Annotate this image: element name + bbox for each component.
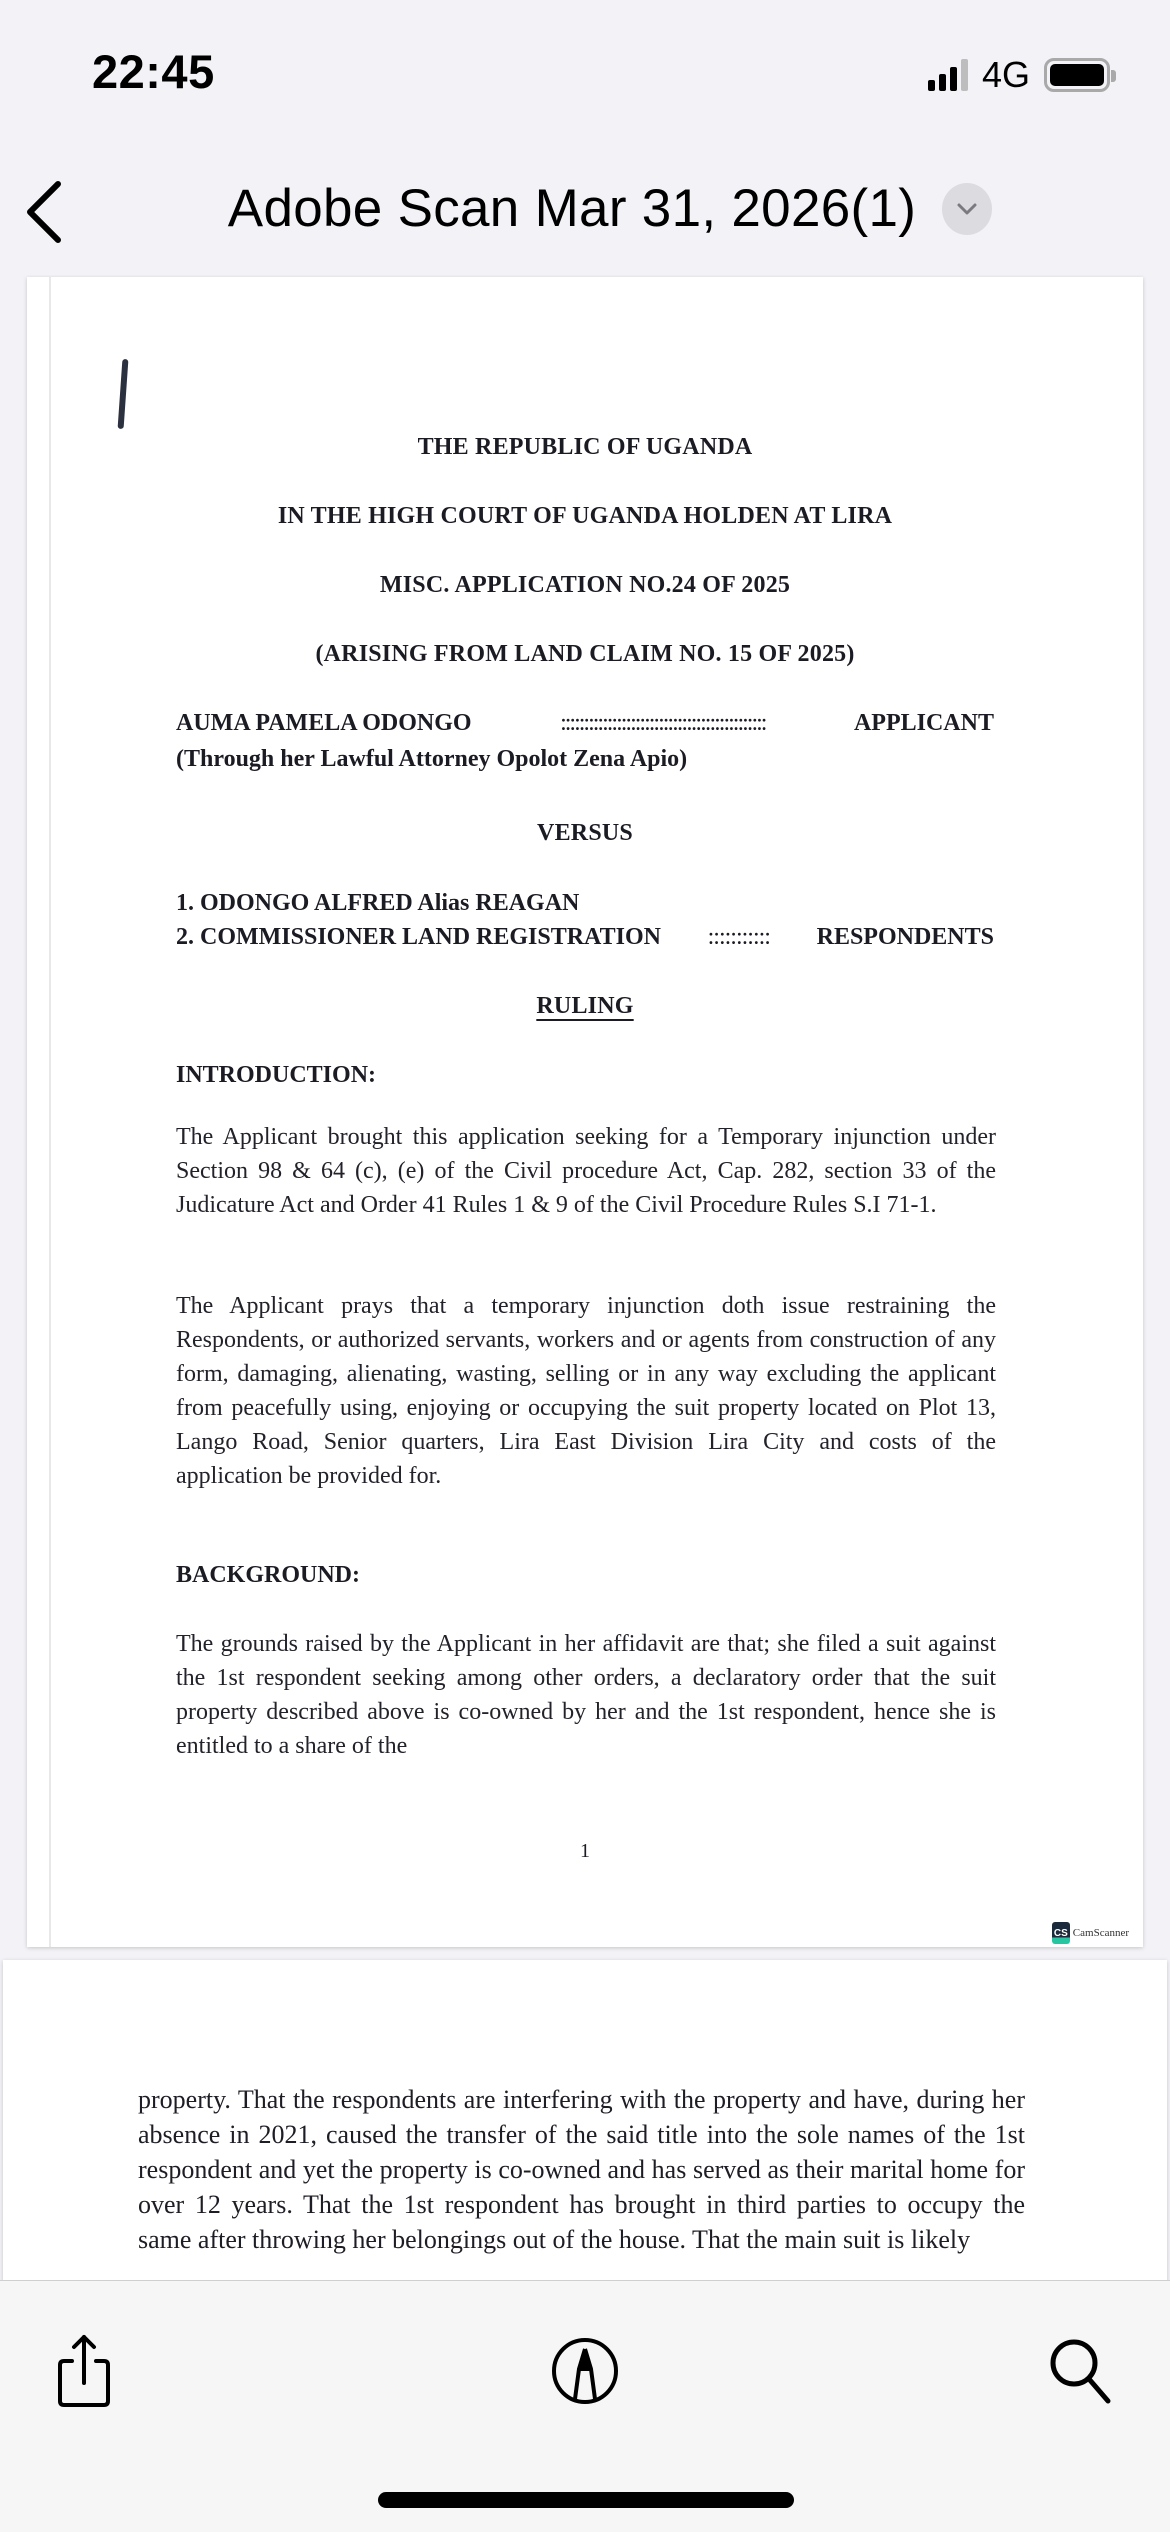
camscanner-logo-icon: CS (1052, 1922, 1070, 1944)
search-icon (1044, 2335, 1116, 2407)
header-application-no: MISC. APPLICATION NO.24 OF 2025 (379, 572, 791, 598)
respondent-dots: ::::::::::: (707, 924, 770, 950)
document-viewer[interactable] (0, 275, 1170, 2280)
document-page-1 (27, 277, 1143, 1947)
document-title[interactable]: Adobe Scan Mar 31, 2026(1) (227, 179, 917, 238)
navigation-bar (0, 150, 1170, 275)
respondent-2: 2. COMMISSIONER LAND REGISTRATION (176, 924, 661, 950)
page-2-paragraph: property. That the respondents are interfering with the property and have, during her absence in 2021, caused the transfer of the said title into the sole names of the 1st respondent and yet the property is co-owned and has served as their marital home for over 12 years. That the 1st respondent has brought in third parties to occupy the same after throwing her belongings out of the house. That the main suit is likely (138, 2085, 1025, 2254)
applicant-role: APPLICANT (853, 710, 994, 736)
intro-paragraph-2: The Applicant prays that a temporary injunction doth issue restraining the Respondents, or authorized servants, workers and or agents from construction of any form, damaging, alienating, wasting, selling or in any way excluding the applicant from peacefully using, enjoying or occupying the suit property located on Plot 13, Lango Road, Senior quarters, Lira East Division Lira City and costs of the application be provided for. (176, 1293, 996, 1489)
respondent-2-line (176, 924, 994, 951)
network-type: 4G (981, 54, 1030, 95)
chevron-down-icon (955, 201, 979, 217)
header-arising-from: (ARISING FROM LAND CLAIM NO. 15 OF 2025) (315, 641, 855, 667)
battery-icon (1044, 58, 1110, 92)
respondent-1: 1. ODONGO ALFRED Alias REAGAN (176, 890, 580, 916)
title-area (0, 178, 1170, 239)
page-number: 1 (580, 1840, 590, 1862)
applicant-name: AUMA PAMELA ODONGO (176, 710, 472, 736)
share-icon (52, 2331, 116, 2411)
title-menu-button[interactable] (942, 183, 992, 235)
camscanner-text: CamScanner (1072, 1927, 1129, 1939)
introduction-heading: INTRODUCTION: (176, 1062, 377, 1088)
home-indicator[interactable] (378, 2492, 794, 2508)
background-heading: BACKGROUND: (176, 1562, 360, 1588)
header-court: IN THE HIGH COURT OF UGANDA HOLDEN AT LIRA (277, 503, 893, 529)
markup-pen-icon (549, 2335, 621, 2407)
header-republic: THE REPUBLIC OF UGANDA (417, 434, 753, 460)
document-page-2 (3, 1960, 1167, 2280)
background-paragraph: The grounds raised by the Applicant in her affidavit are that; she filed a suit against the 1st respondent seeking among other orders, a declaratory order that the suit property described above is co-owned by her and the 1st respondent, hence she is entitled to a share of the (176, 1631, 996, 1759)
search-button[interactable] (1040, 2331, 1120, 2411)
camscanner-watermark (1052, 1922, 1129, 1944)
intro-paragraph-1: The Applicant brought this application seeking for a Temporary injunction under Section 98 & 64 (c), (e) of the Civil procedure Act, Cap. 282, section 33 of the Judicature Act and Order 41 Rules 1 & 9 of the Civil Procedure Rules S.I 71-1. (176, 1124, 996, 1218)
status-time: 22:45 (92, 45, 215, 98)
status-indicators (928, 54, 1110, 96)
applicant-line (176, 710, 994, 737)
markup-button[interactable] (545, 2331, 625, 2411)
ruling-title-text: RULING (536, 993, 634, 1019)
versus-label: VERSUS (537, 820, 633, 846)
ruling-title (27, 993, 1143, 1020)
applicant-dots: :::::::::::::::::::::::::::::::::::::::::::: (560, 710, 766, 736)
respondents-role: RESPONDENTS (816, 924, 994, 950)
cellular-signal-icon (928, 59, 968, 91)
status-bar (0, 0, 1170, 150)
attorney-note: (Through her Lawful Attorney Opolot Zena Apio) (176, 746, 688, 772)
handwritten-mark (118, 359, 129, 429)
share-button[interactable] (44, 2331, 124, 2411)
